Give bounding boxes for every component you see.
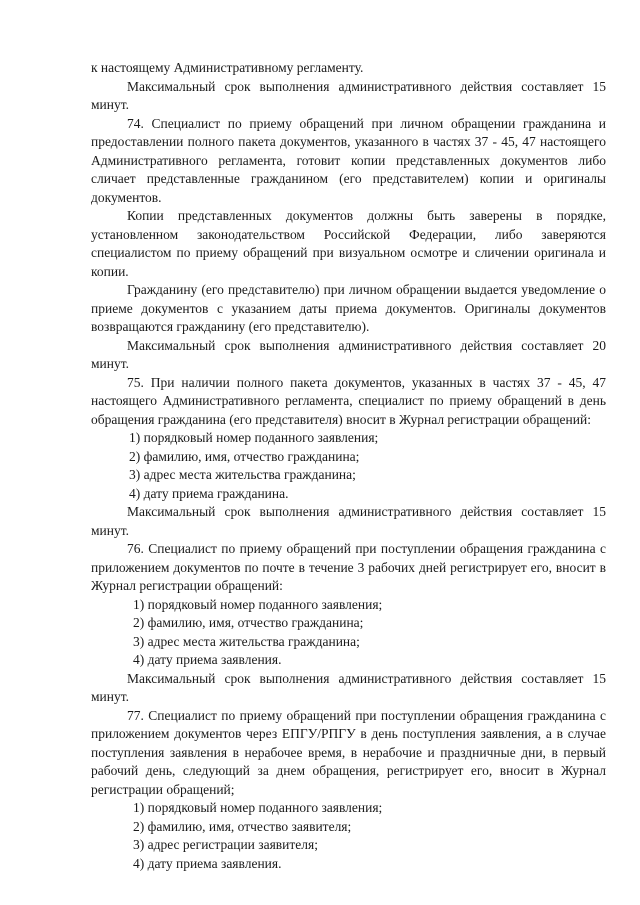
paragraph: Гражданину (его представителю) при личном обращении выдается уведомление о приеме документов с указанием даты приема документов. Оригиналы документов возвращаются гражданину (его представителю). xyxy=(91,282,606,334)
paragraph: Максимальный срок выполнения административного действия составляет 15 минут. xyxy=(91,670,606,704)
list-item: 1) порядковый номер поданного заявления; xyxy=(133,800,383,815)
list-item: 2) фамилию, имя, отчество гражданина; xyxy=(133,615,364,630)
paragraph: Максимальный срок выполнения административного действия составляет 20 минут. xyxy=(91,337,606,371)
list-item: 2) фамилию, имя, отчество гражданина; xyxy=(129,448,360,464)
paragraph: Максимальный срок выполнения административного действия составляет 15 минут. xyxy=(91,504,606,538)
list-item: 2) фамилию, имя, отчество заявителя; xyxy=(133,818,352,834)
list-item: 4) дату приема заявления. xyxy=(133,855,282,871)
list-item: 3) адрес регистрации заявителя; xyxy=(133,837,318,852)
list-item: 3) адрес места жительства гражданина; xyxy=(129,467,356,482)
list-item: 3) адрес места жительства гражданина; xyxy=(133,633,360,649)
list-item: 4) дату приема заявления. xyxy=(133,652,282,667)
list-item: 4) дату приема гражданина. xyxy=(129,485,289,501)
paragraph: 76. Специалист по приему обращений при поступлении обращения гражданина с приложением документов по почте в течение 3 рабочих дней регистрирует его, вносит в Журнал регистрации обращений: xyxy=(91,541,606,593)
list-item: 1) порядковый номер поданного заявления; xyxy=(133,596,383,612)
paragraph: Копии представленных документов должны быть заверены в порядке, установленном законодательством Российской Федерации, либо заверяются специалистом по приему обращений при визуальном осмотре и сличении оригинала и копии. xyxy=(91,208,606,279)
list-item: 1) порядковый номер поданного заявления; xyxy=(129,430,379,445)
paragraph: Максимальный срок выполнения административного действия составляет 15 минут. xyxy=(91,78,606,112)
document-body xyxy=(91,59,606,873)
paragraph: 77. Специалист по приему обращений при поступлении обращения гражданина с приложением документов через ЕПГУ/РПГУ в день поступления заявления, а в случае поступления заявления в нерабочее время, в нерабочие и праздничные дни, в первый рабочий день, следующий за днем обращения, регистрирует его, вносит в Журнал регистрации обращений; xyxy=(91,707,606,797)
paragraph: 75. При наличии полного пакета документов, указанных в частях 37 - 45, 47 настоящего Административного регламента, специалист по приему обращений в день обращения гражданина (его представителя) вносит в Журнал регистрации обращений: xyxy=(91,374,606,427)
paragraph: 74. Специалист по приему обращений при личном обращении гражданина и предоставлении полного пакета документов, указанного в частях 37 - 45, 47 настоящего Административного регламента, готовит копии представленных документов либо сличает представленные гражданином (его представителем) копии и оригиналы документов. xyxy=(91,115,606,205)
paragraph: к настоящему Административному регламенту. xyxy=(91,60,364,75)
